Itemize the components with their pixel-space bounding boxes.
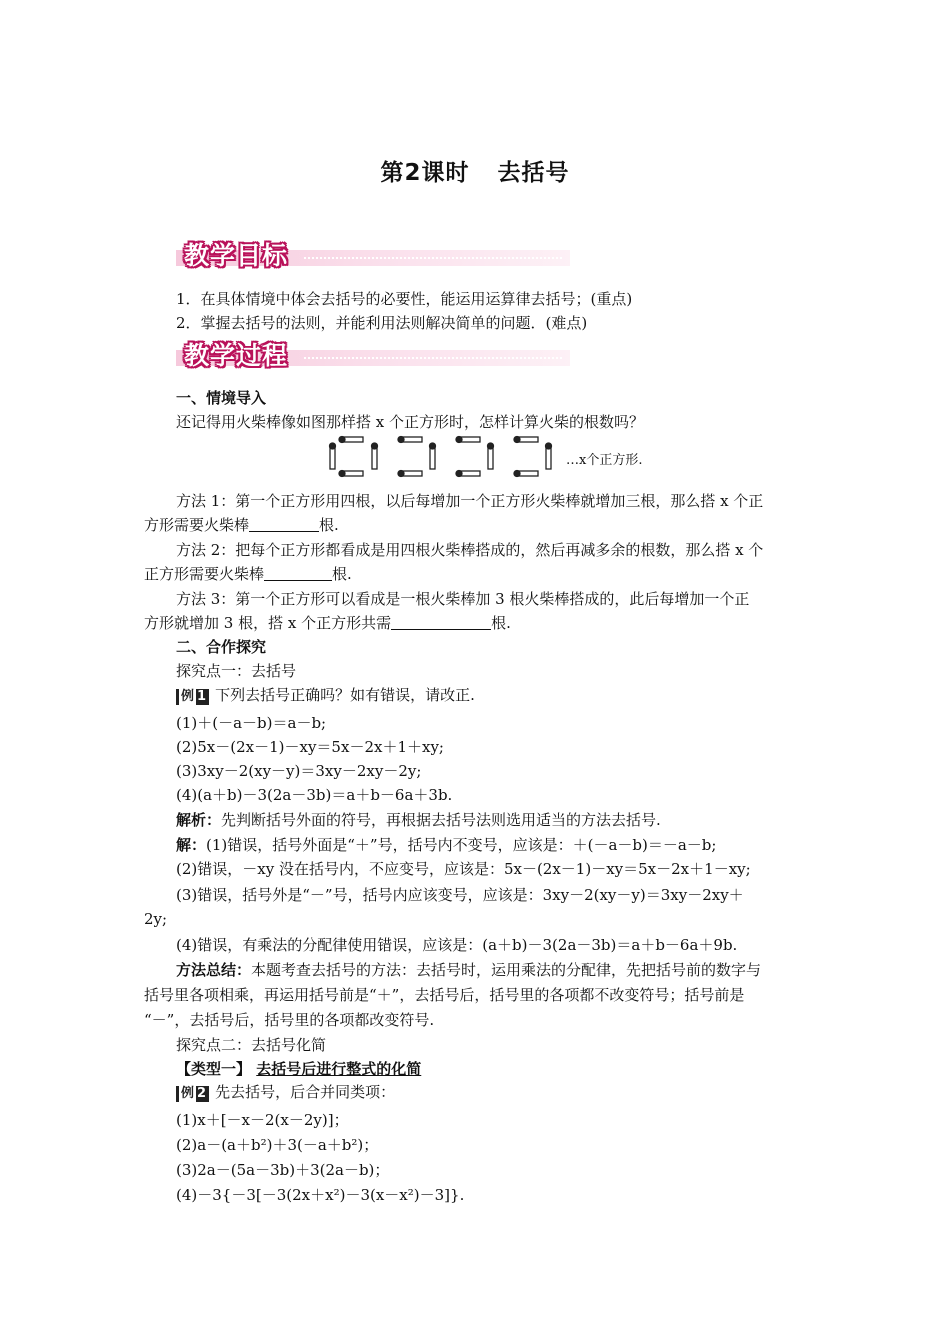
matchstick-square-4 xyxy=(514,437,552,477)
goals-banner xyxy=(176,236,570,268)
section1-intro: 还记得用火柴棒像如图那样搭 x 个正方形时，怎样计算火柴的根数吗？ xyxy=(176,413,644,431)
title-lesson: 第2课时 xyxy=(380,160,470,186)
example2-badge: 例 2 xyxy=(176,1086,209,1102)
example2-item-1: (1)x＋[－x－2(x－2y)]； xyxy=(176,1111,349,1129)
goal-1: 1．在具体情境中体会去括号的必要性，能运用运算律去括号；(重点) xyxy=(176,290,633,308)
matchstick-square-3 xyxy=(456,437,494,477)
method3-line2: 方形就增加 3 根，搭 x 个正方形共需 根. xyxy=(144,614,511,632)
title-topic: 去括号 xyxy=(497,160,570,186)
example2-item-4: (4)－3{－3[－3(2x＋x²)－3(x－x²)－3]}. xyxy=(176,1186,465,1204)
solution-3a: (3)错误，括号外是“－”号，括号内应该变号，应该是：3xy－2(xy－y)＝3xy－2xy＋ xyxy=(176,886,744,904)
example1-item-3: (3)3xy－2(xy－y)＝3xy－2xy－2y; xyxy=(176,762,422,780)
example2-item-3: (3)2a－(5a－3b)＋3(2a－b)； xyxy=(176,1161,390,1179)
method2-blank[interactable] xyxy=(264,564,332,581)
explore-point-2: 探究点二：去括号化简 xyxy=(176,1036,327,1054)
analysis: 解析：先判断括号外面的符号，再根据去括号法则选用适当的方法去括号. xyxy=(176,811,661,829)
summary-line2: 括号里各项相乘，再运用括号前是“＋”，去括号后，括号里的各项都不改变符号；括号前是 xyxy=(144,986,745,1004)
page-title xyxy=(0,154,950,187)
method1-line2: 方形需要火柴棒 根. xyxy=(144,516,339,534)
method2-line1: 方法 2：把每个正方形都看成是用四根火柴棒搭成的，然后再减多余的根数，那么搭 x 个 xyxy=(176,541,764,559)
explore-point-1: 探究点一：去括号 xyxy=(176,662,297,680)
example1-badge: 例 1 xyxy=(176,689,209,705)
process-banner-label: 教学过程 xyxy=(184,341,289,370)
goal-2: 2．掌握去括号的法则，并能利用法则解决简单的问题．(难点) xyxy=(176,314,588,332)
method2-line2: 正方形需要火柴棒 根. xyxy=(144,565,352,583)
method1-blank[interactable] xyxy=(249,515,319,532)
solution-4: (4)错误，有乘法的分配律使用错误，应该是：(a＋b)－3(2a－3b)＝a＋b－6a＋9b. xyxy=(176,936,738,954)
matchstick-square-2 xyxy=(398,437,436,477)
matchstick-square-1 xyxy=(330,437,378,477)
example1-item-1: (1)＋(－a－b)＝a－b; xyxy=(176,714,327,732)
solution-3b: 2y; xyxy=(144,910,168,928)
method3-blank[interactable] xyxy=(391,613,491,630)
section2-heading: 二、合作探究 xyxy=(176,638,267,656)
example1-prompt: 例 1 下列去括号正确吗？如有错误，请改正. xyxy=(176,683,475,707)
figure-caption: …x个正方形. xyxy=(566,453,643,468)
example1-item-4: (4)(a＋b)－3(2a－3b)＝a＋b－6a＋3b. xyxy=(176,786,453,804)
example2-prompt: 例 2 先去括号，后合并同类项： xyxy=(176,1080,395,1104)
solution-2: (2)错误，－xy 没在括号内，不应变号，应该是：5x－(2x－1)－xy＝5x－2x＋1－xy; xyxy=(176,860,751,878)
type1-heading: 【类型一】 去括号后进行整式的化简 xyxy=(176,1060,422,1078)
matchstick-figure xyxy=(326,434,566,478)
solution-1: 解：(1)错误，括号外面是“＋”号，括号内不变号，应该是：＋(－a－b)＝－a－b; xyxy=(176,836,717,854)
method1-line1: 方法 1：第一个正方形用四根，以后每增加一个正方形火柴棒就增加三根，那么搭 x 个正 xyxy=(176,492,764,510)
goals-banner-label: 教学目标 xyxy=(184,241,289,270)
example1-item-2: (2)5x－(2x－1)－xy＝5x－2x＋1＋xy; xyxy=(176,738,444,756)
process-banner xyxy=(176,336,570,368)
example2-item-2: (2)a－(a＋b²)＋3(－a＋b²)； xyxy=(176,1136,379,1154)
method3-line1: 方法 3：第一个正方形可以看成是一根火柴棒加 3 根火柴棒搭成的，此后每增加一个正 xyxy=(176,590,750,608)
summary-line1: 方法总结：本题考查去括号的方法：去括号时，运用乘法的分配律，先把括号前的数字与 xyxy=(176,961,762,979)
summary-line3: “－”，去括号后，括号里的各项都改变符号. xyxy=(144,1011,435,1029)
section1-heading: 一、情境导入 xyxy=(176,389,267,407)
